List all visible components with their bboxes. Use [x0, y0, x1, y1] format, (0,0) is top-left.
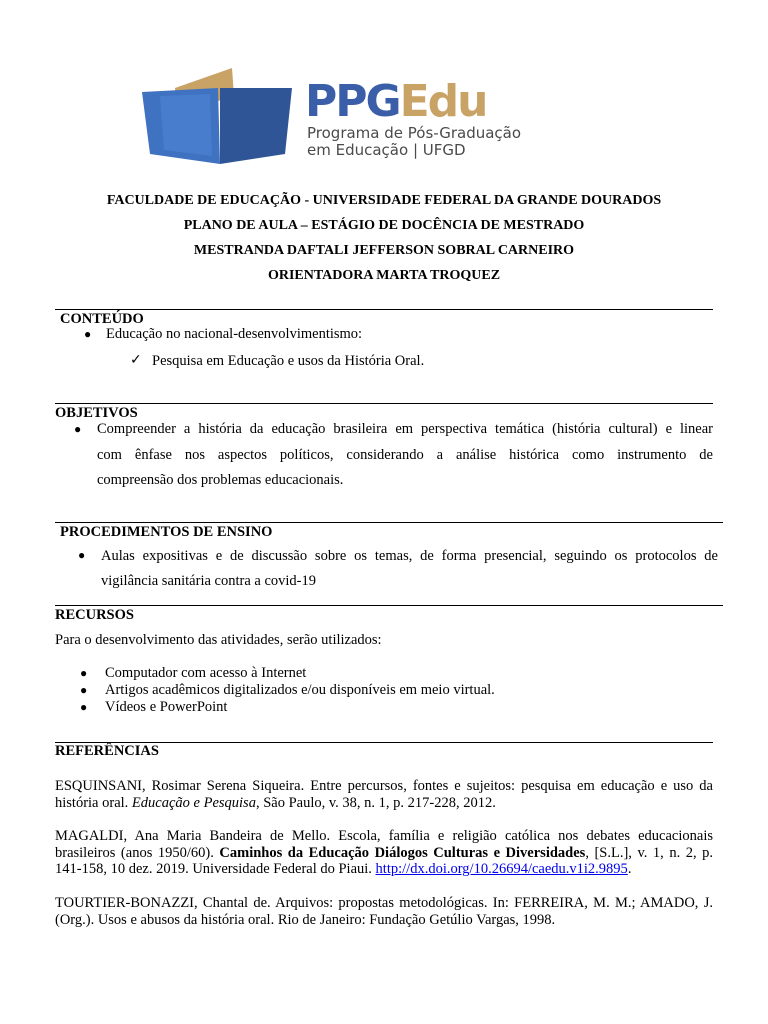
reference-tourtier-bonazzi: TOURTIER-BONAZZI, Chantal de. Arquivos: propostas metodológicas. In: FERREIRA, M. M.; AMADO, J. (Org.). Usos e abusos da história oral. Rio de Janeiro: Fundação Getúlio Vargas, 1998. [55, 895, 713, 928]
objetivos-line2: com ênfase nos aspectos políticos, considerando a análise histórica como instrumento de [97, 447, 713, 463]
conteudo-subitem: Pesquisa em Educação e usos da História Oral. [152, 353, 425, 369]
procedimentos-line2: vigilância sanitária contra a covid-19 [101, 573, 316, 589]
section-title-objetivos: OBJETIVOS [55, 405, 138, 421]
reference-esquinsani: ESQUINSANI, Rosimar Serena Siqueira. Entre percursos, fontes e sujeitos: pesquisa em educação e uso da história oral. Educação e Pesquisa, São Paulo, v. 38, n. 1, p. 217-228, 2012. [55, 778, 713, 811]
bullet-icon: ● [84, 327, 92, 341]
bullet-icon: ● [78, 548, 86, 562]
procedimentos-line1: Aulas expositivas e de discussão sobre os temas, de forma presencial, seguindo os protocolos de [101, 548, 718, 564]
section-title-procedimentos: PROCEDIMENTOS DE ENSINO [60, 524, 273, 540]
ppgedu-logo [140, 68, 600, 168]
conteudo-item: Educação no nacional-desenvolvimentismo: [106, 326, 363, 342]
recursos-item: Artigos acadêmicos digitalizados e/ou disponíveis em meio virtual. [105, 682, 495, 698]
bullet-icon: ● [80, 683, 88, 697]
doi-link[interactable]: http://dx.doi.org/10.26694/caedu.v1i2.9895 [375, 861, 628, 877]
recursos-item: Vídeos e PowerPoint [105, 699, 228, 715]
logo-subtitle: Programa de Pós-Graduação em Educação | UFGD [307, 124, 522, 159]
recursos-item: Computador com acesso à Internet [105, 665, 307, 681]
open-book-icon [140, 68, 300, 168]
header-institution: FACULDADE DE EDUCAÇÃO - UNIVERSIDADE FEDERAL DA GRANDE DOURADOS [106, 193, 662, 208]
logo-acronym: PPGEdu [305, 76, 487, 127]
bullet-icon: ● [74, 422, 82, 436]
section-title-recursos: RECURSOS [55, 607, 134, 623]
bullet-icon: ● [80, 700, 88, 714]
header-student: MESTRANDA DAFTALI JEFFERSON SOBRAL CARNEIRO [193, 243, 575, 258]
section-title-conteudo: CONTEÚDO [60, 311, 144, 327]
recursos-intro: Para o desenvolvimento das atividades, serão utilizados: [55, 632, 382, 648]
header-plan: PLANO DE AULA – ESTÁGIO DE DOCÊNCIA DE MESTRADO [183, 218, 585, 233]
divider-procedimentos [55, 522, 723, 523]
divider-recursos [55, 605, 723, 606]
header-advisor: ORIENTADORA MARTA TROQUEZ [267, 268, 501, 283]
objetivos-line1: Compreender a história da educação brasileira em perspectiva temática (história cultural) e linear [97, 421, 713, 437]
divider-conteudo [55, 309, 713, 310]
reference-magaldi: MAGALDI, Ana Maria Bandeira de Mello. Escola, família e religião católica nos debates educacionais brasileiros (anos 1950/60). Caminhos da Educação Diálogos Culturas e Diversidades, [S.L.], v. 1, n. 2, p. 141-158, 10 dez. 2019. Universidade Federal do Piaui. http://dx.doi.org/10.26694/caedu.v1i2.9895. [55, 828, 714, 877]
checkmark-icon: ✓ [130, 352, 142, 368]
objetivos-line3: compreensão dos problemas educacionais. [97, 472, 344, 488]
bullet-icon: ● [80, 666, 88, 680]
section-title-referencias: REFERÊNCIAS [55, 743, 159, 759]
divider-objetivos [55, 403, 713, 404]
